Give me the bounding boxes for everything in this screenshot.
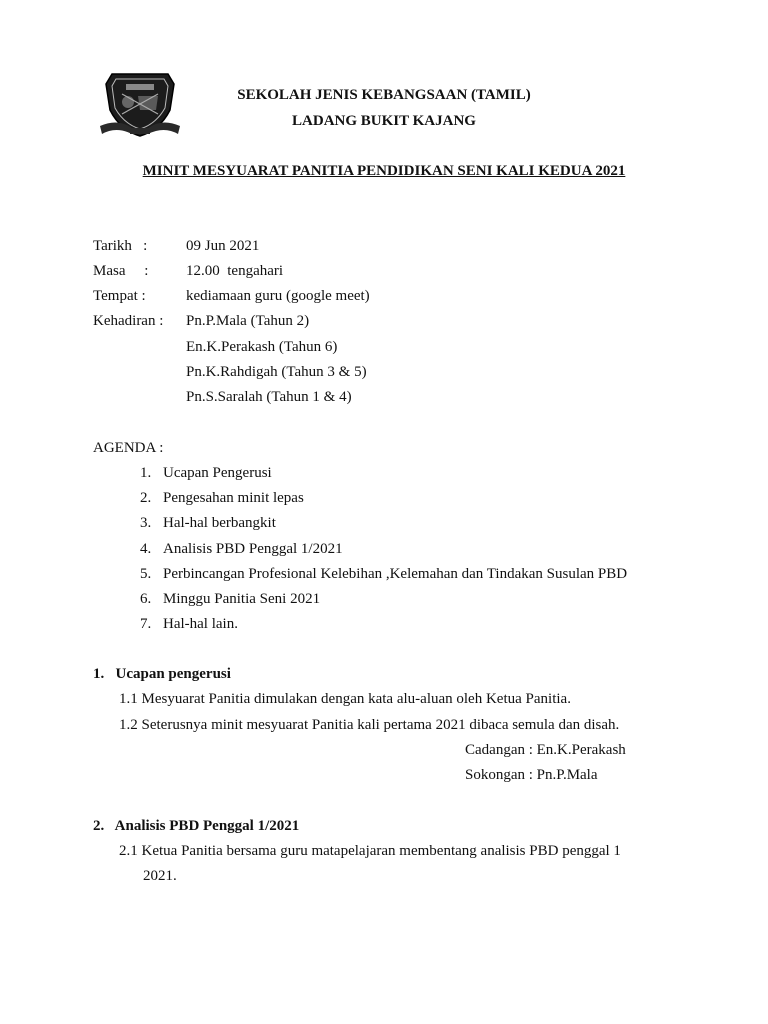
agenda-item-number: 5.: [140, 566, 152, 582]
agenda-item: Pengesahan minit lepas: [163, 490, 304, 506]
seconder-line: Sokongan : Pn.P.Mala: [465, 767, 598, 783]
agenda-item-number: 3.: [140, 515, 152, 531]
agenda-item: Analisis PBD Penggal 1/2021: [163, 541, 343, 557]
section2-paragraph: 2.1 Ketua Panitia bersama guru matapelajaran membentang analisis PBD penggal 1: [119, 843, 621, 859]
proposer-line: Cadangan : En.K.Perakash: [465, 742, 626, 758]
agenda-item: Hal-hal berbangkit: [163, 515, 276, 531]
agenda-item-number: 4.: [140, 541, 152, 557]
place-label: Tempat :: [93, 288, 146, 304]
time-value: 12.00 tengahari: [186, 263, 284, 279]
attendance-item: Pn.S.Saralah (Tahun 1 & 4): [186, 389, 352, 405]
agenda-item: Hal-hal lain.: [163, 616, 238, 632]
place-value: kediamaan guru (google meet): [186, 288, 370, 304]
time-label: Masa :: [93, 263, 149, 279]
document-title: MINIT MESYUARAT PANITIA PENDIDIKAN SENI KALI KEDUA 2021: [142, 163, 626, 179]
section1-paragraph: 1.2 Seterusnya minit mesyuarat Panitia kali pertama 2021 dibaca semula dan disah.: [119, 717, 620, 733]
attendance-item: Pn.P.Mala (Tahun 2): [186, 313, 310, 329]
agenda-item-number: 6.: [140, 591, 152, 607]
school-name-line1: SEKOLAH JENIS KEBANGSAAN (TAMIL): [237, 87, 531, 103]
section2-paragraph-cont: 2021.: [143, 868, 177, 884]
agenda-item-number: 7.: [140, 616, 152, 632]
agenda-item-number: 1.: [140, 465, 152, 481]
agenda-item-number: 2.: [140, 490, 152, 506]
school-name-line2: LADANG BUKIT KAJANG: [292, 113, 476, 129]
attendance-item: Pn.K.Rahdigah (Tahun 3 & 5): [186, 364, 367, 380]
date-label: Tarikh :: [93, 238, 148, 254]
date-value: 09 Jun 2021: [186, 238, 260, 254]
agenda-item: Minggu Panitia Seni 2021: [163, 591, 321, 607]
section1-paragraph: 1.1 Mesyuarat Panitia dimulakan dengan kata alu-aluan oleh Ketua Panitia.: [119, 691, 571, 707]
agenda-item: Perbincangan Profesional Kelebihan ,Kelemahan dan Tindakan Susulan PBD: [163, 566, 628, 582]
section2-heading: 2. Analisis PBD Penggal 1/2021: [93, 818, 300, 834]
section1-heading: 1. Ucapan pengerusi: [93, 666, 231, 682]
attendance-label: Kehadiran :: [93, 313, 164, 329]
agenda-item: Ucapan Pengerusi: [163, 465, 272, 481]
attendance-item: En.K.Perakash (Tahun 6): [186, 339, 338, 355]
agenda-label: AGENDA :: [93, 440, 164, 456]
